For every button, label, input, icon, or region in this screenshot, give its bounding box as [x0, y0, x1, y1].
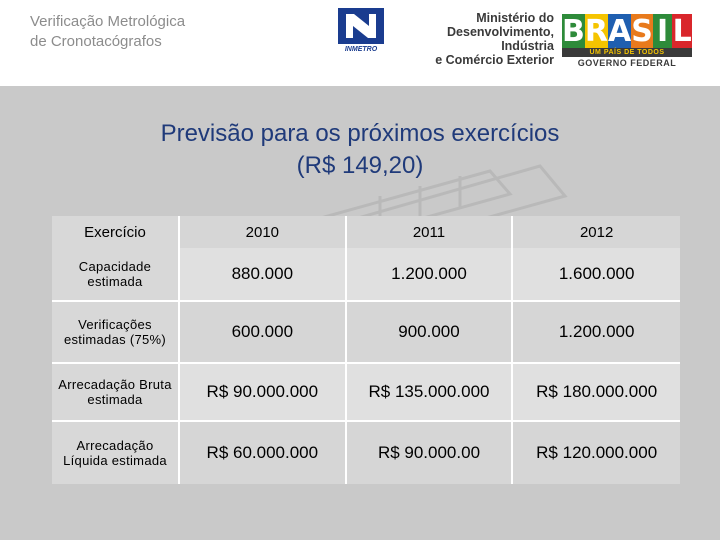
- header-cell-2010: 2010: [180, 216, 347, 248]
- table-cell: 600.000: [180, 302, 347, 364]
- brasil-government: GOVERNO FEDERAL: [577, 58, 677, 68]
- brand-line-2: de Cronotacógrafos: [30, 33, 162, 50]
- brasil-letter: R: [584, 13, 608, 49]
- row-label: Arrecadação Líquida estimada: [52, 422, 180, 484]
- table-cell: 1.200.000: [347, 248, 514, 302]
- header: [0, 0, 720, 86]
- table-cell: R$ 90.000.000: [180, 364, 347, 422]
- row-label: Arrecadação Bruta estimada: [52, 364, 180, 422]
- brasil-logo: [562, 14, 692, 68]
- table-cell: 880.000: [180, 248, 347, 302]
- table-cell: R$ 135.000.000: [347, 364, 514, 422]
- brand-title: [30, 12, 185, 52]
- table-cell: R$ 180.000.000: [513, 364, 680, 422]
- header-cell-exercicio: Exercício: [52, 216, 180, 248]
- title-line-2: (R$ 149,20): [296, 152, 424, 179]
- table-cell: 1.200.000: [513, 302, 680, 364]
- table-cell: 1.600.000: [513, 248, 680, 302]
- brasil-letter: B: [562, 13, 585, 49]
- brand-line-1: Verificação Metrológica: [30, 13, 186, 30]
- inmetro-label: INMETRO: [344, 46, 378, 53]
- ministry-name: [396, 11, 554, 67]
- row-label: Verificações estimadas (75%): [52, 302, 180, 364]
- slide-title: [0, 118, 720, 182]
- brasil-wordmark: [562, 14, 692, 48]
- brasil-tagline: UM PAÍS DE TODOS: [562, 48, 692, 57]
- table-row: [52, 248, 680, 302]
- header-cell-2012: 2012: [513, 216, 680, 248]
- brasil-letter: I: [653, 14, 673, 48]
- table-row: [52, 302, 680, 364]
- brasil-letter: L: [672, 13, 692, 49]
- table-row: [52, 364, 680, 422]
- table-header-row: [52, 216, 680, 248]
- table-cell: 900.000: [347, 302, 514, 364]
- ministry-line-2: Desenvolvimento, Indústria: [447, 25, 554, 53]
- brasil-letter: S: [631, 13, 653, 49]
- forecast-table: [52, 216, 680, 484]
- table-cell: R$ 60.000.000: [180, 422, 347, 484]
- table-cell: R$ 120.000.000: [513, 422, 680, 484]
- table-row: [52, 422, 680, 484]
- table-cell: R$ 90.000.00: [347, 422, 514, 484]
- ministry-line-1: Ministério do: [476, 11, 554, 25]
- header-cell-2011: 2011: [347, 216, 514, 248]
- brasil-letter: A: [607, 13, 632, 49]
- ministry-line-3: e Comércio Exterior: [435, 53, 554, 67]
- row-label: Capacidade estimada: [52, 248, 180, 302]
- title-line-1: Previsão para os próximos exercícios: [160, 120, 560, 147]
